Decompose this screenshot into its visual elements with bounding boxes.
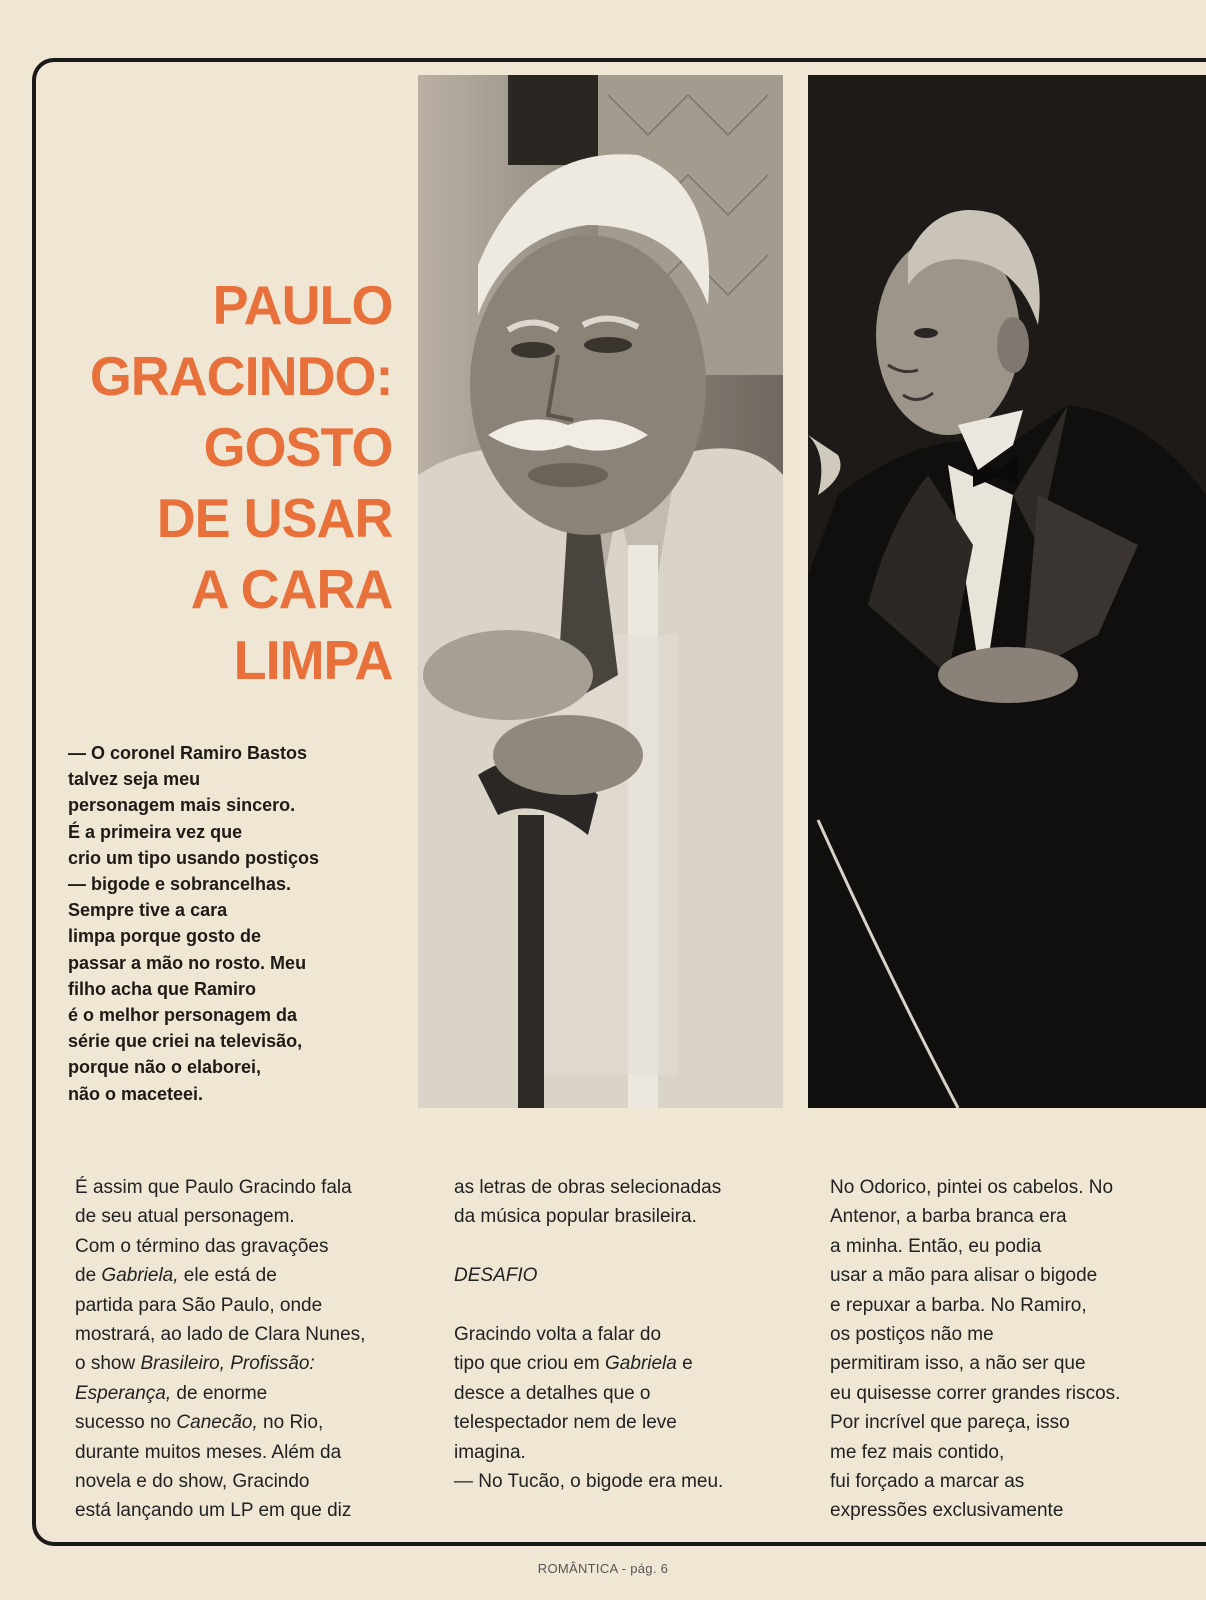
body-line: É assim que Paulo Gracindo fala: [75, 1177, 352, 1198]
page-footer: ROMÂNTICA - pág. 6: [537, 1561, 669, 1576]
body-line: está lançando um LP em que diz: [75, 1500, 352, 1522]
text-run: e: [676, 1353, 693, 1375]
headline-line: GRACINDO:: [89, 345, 393, 407]
lead-line: Sempre tive a cara: [68, 900, 228, 921]
section-subhead: [454, 1261, 794, 1290]
body-line: [75, 1349, 425, 1378]
body-line: as letras de obras selecionadas: [454, 1177, 722, 1198]
body-line: Por incrível que pareça, isso: [830, 1412, 1070, 1434]
blank-line: [454, 1291, 794, 1320]
body-line: e repuxar a barba. No Ramiro,: [830, 1294, 1087, 1316]
body-line: Gracindo volta a falar do: [454, 1324, 662, 1345]
lead-line: limpa porque gosto de: [68, 926, 262, 947]
article-headline: [44, 270, 393, 696]
headline-line: GOSTO: [203, 416, 393, 478]
italic-title: Canecão,: [176, 1412, 258, 1434]
lead-line: crio um tipo usando postiços: [68, 847, 320, 868]
body-line: [454, 1349, 794, 1378]
body-line: fui forçado a marcar as: [830, 1471, 1025, 1493]
photo-paulo-gracindo-show: [808, 75, 1206, 1108]
body-line: — No Tucão, o bigode era meu.: [454, 1471, 724, 1493]
text-run: tipo que criou em: [454, 1353, 606, 1375]
subhead-text: DESAFIO: [454, 1265, 538, 1287]
blank-line: [454, 1232, 794, 1261]
text-run: ele está de: [178, 1265, 277, 1287]
text-run: de enorme: [171, 1382, 268, 1404]
italic-title: Esperança,: [75, 1382, 172, 1404]
text-run: no Rio,: [257, 1412, 324, 1434]
lead-quote: [68, 740, 398, 1107]
body-line: imagina.: [454, 1441, 526, 1463]
body-line: da música popular brasileira.: [454, 1206, 697, 1228]
body-line: eu quisesse correr grandes riscos.: [830, 1382, 1121, 1404]
body-line: [75, 1408, 425, 1437]
lead-line: filho acha que Ramiro: [68, 978, 257, 999]
lead-line: talvez seja meu: [68, 769, 201, 790]
body-line: Com o término das gravações: [75, 1235, 329, 1257]
body-column-2: [454, 1173, 794, 1496]
photo-coronel-ramiro: [418, 75, 783, 1108]
body-line: Antenor, a barba branca era: [830, 1206, 1067, 1228]
body-line: partida para São Paulo, onde: [75, 1294, 323, 1316]
italic-title: Brasileiro, Profissão:: [140, 1353, 315, 1375]
body-line: permitiram isso, a não ser que: [830, 1353, 1086, 1375]
italic-title: Gabriela: [605, 1353, 677, 1375]
body-line: desce a detalhes que o: [454, 1382, 651, 1404]
body-column-3: [830, 1173, 1190, 1526]
headline-line: LIMPA: [233, 629, 393, 691]
body-line: os postiços não me: [830, 1324, 994, 1346]
body-line: usar a mão para alisar o bigode: [830, 1265, 1098, 1287]
lead-line: porque não o elaborei,: [68, 1057, 262, 1078]
lead-line: personagem mais sincero.: [68, 795, 296, 816]
headline-line: PAULO: [212, 274, 393, 336]
body-line: me fez mais contido,: [830, 1441, 1005, 1463]
lead-line: — O coronel Ramiro Bastos: [68, 743, 308, 763]
italic-title: Gabriela,: [101, 1265, 179, 1287]
lead-line: passar a mão no rosto. Meu: [68, 952, 307, 973]
body-line: durante muitos meses. Além da: [75, 1441, 342, 1463]
body-line: [75, 1379, 425, 1408]
lead-line: — bigode e sobrancelhas.: [68, 874, 292, 895]
headline-line: DE USAR: [156, 487, 393, 549]
body-line: novela e do show, Gracindo: [75, 1471, 310, 1493]
text-run: de: [75, 1265, 102, 1287]
lead-line: É a primeira vez que: [68, 821, 243, 842]
lead-line: não o maceteei.: [68, 1083, 204, 1104]
body-line: mostrará, ao lado de Clara Nunes,: [75, 1324, 366, 1346]
body-line: expressões exclusivamente: [830, 1500, 1064, 1522]
body-line: telespectador nem de leve: [454, 1412, 677, 1434]
headline-line: A CARA: [190, 558, 393, 620]
body-line: a minha. Então, eu podia: [830, 1235, 1042, 1257]
body-line: [75, 1261, 425, 1290]
lead-line: série que criei na televisão,: [68, 1031, 303, 1052]
body-line: de seu atual personagem.: [75, 1206, 295, 1228]
body-column-1: [75, 1173, 425, 1526]
text-run: sucesso no: [75, 1412, 177, 1434]
text-run: o show: [75, 1353, 141, 1375]
body-line: No Odorico, pintei os cabelos. No: [830, 1177, 1114, 1198]
lead-line: é o melhor personagem da: [68, 1005, 298, 1026]
